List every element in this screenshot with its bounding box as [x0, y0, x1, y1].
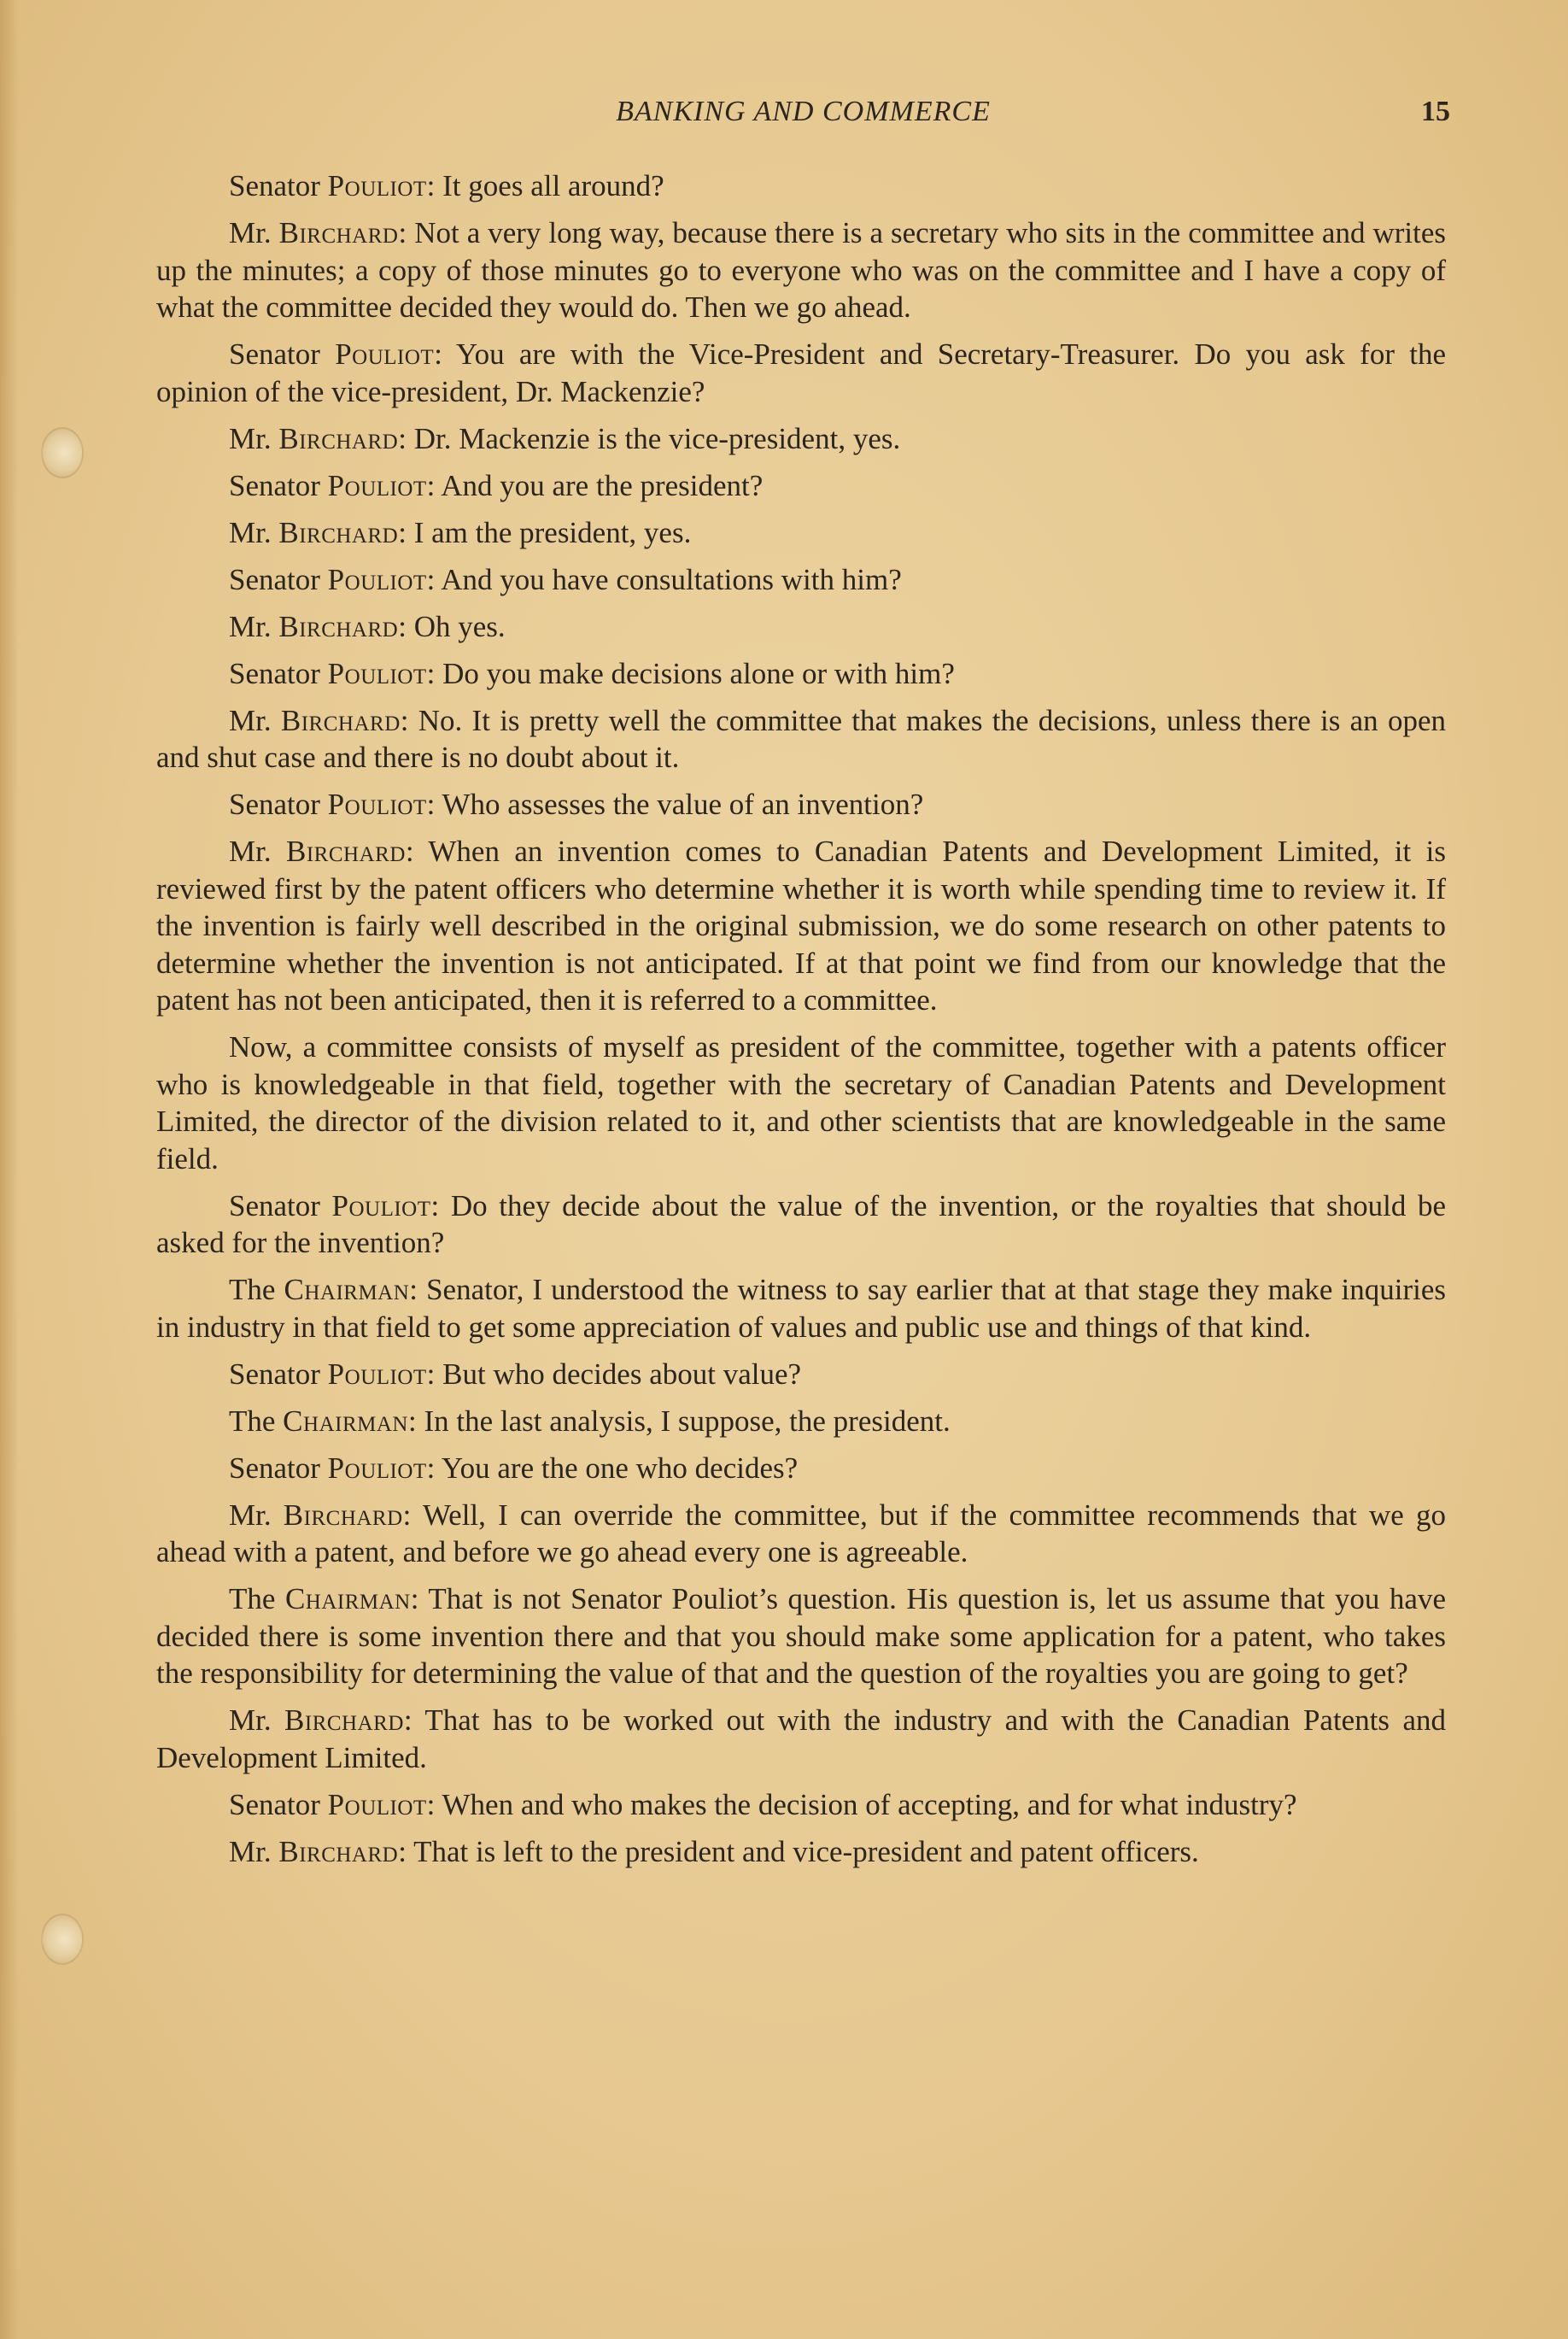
speaker-name: Pouliot: [327, 788, 427, 821]
speech-text: When and who makes the decision of accepting, and for what industry?: [442, 1787, 1297, 1821]
speaker-title: Senator: [229, 1357, 320, 1391]
speech-text: Who assesses the value of an invention?: [442, 788, 924, 821]
speech-text: That is not Senator Pouliot’s question. His question is, let us assume that you have decided there is some invention there and that you should make some application for a patent, who takes the responsibility for determining the value of that and the question of the royalties you are going to get?: [156, 1582, 1447, 1690]
speech-text: And you have consultations with him?: [441, 562, 902, 596]
speaker-title: Senator: [229, 1451, 320, 1485]
transcript-paragraph: Senator Pouliot: Do you make decisions alone or with him?: [229, 656, 955, 690]
speaker-name: Pouliot: [327, 468, 427, 502]
speaker-title: Mr.: [229, 515, 272, 549]
transcript-paragraph: Senator Pouliot: When and who makes the decision of accepting, and for what industry?: [229, 1787, 1297, 1821]
speaker-name: Birchard: [278, 609, 399, 643]
speaker-title: Mr.: [229, 1834, 272, 1868]
transcript-paragraph: Mr. Birchard: That has to be worked out with the industry and with the Canadian Patents and Development Limited.: [156, 1703, 1447, 1774]
speaker-title: The: [229, 1404, 276, 1438]
punch-hole-lower: [41, 1914, 84, 1965]
transcript-paragraph: Senator Pouliot: But who decides about value?: [229, 1357, 802, 1391]
transcript-body: [156, 167, 1446, 1880]
speech-text: Not a very long way, because there is a secretary who sits in the committee and writes up the minutes; a copy of those minutes go to everyone who was on the committee and I have a copy of what the committee decided they would do. Then we go ahead.: [156, 216, 1446, 324]
speech-text: Do they decide about the value of the invention, or the royalties that should be asked for the invention?: [156, 1188, 1446, 1259]
speaker-name: Birchard: [284, 1703, 404, 1737]
speaker-title: Senator: [229, 656, 320, 690]
speaker-title: Mr.: [229, 1703, 272, 1737]
punch-hole-upper: [41, 427, 84, 478]
page-number: 15: [1421, 96, 1450, 127]
transcript-paragraph: Senator Pouliot: And you are the president?: [229, 468, 764, 502]
speech-text: And you are the president?: [441, 468, 764, 502]
transcript-paragraph: [156, 1029, 1446, 1177]
speaker-name: Birchard: [286, 835, 406, 868]
speech-text: That is left to the president and vice-president and patent officers.: [413, 1834, 1199, 1868]
transcript-paragraph: Mr. Birchard: Oh yes.: [229, 609, 506, 643]
speech-text: Well, I can override the committee, but if the committee recommends that we go ahead with a patent, and before we go ahead every one is agreeable.: [156, 1498, 1447, 1568]
page-edge-shading: [0, 0, 19, 2339]
transcript-paragraph: Senator Pouliot: You are with the Vice-President and Secretary-Treasurer. Do you ask for the opinion of the vice-president, Dr. Mackenzie?: [156, 337, 1447, 408]
speaker-name: Pouliot: [327, 1357, 427, 1391]
speaker-name: Pouliot: [335, 337, 435, 371]
page-header: [156, 92, 1450, 135]
transcript-paragraph: Senator Pouliot: You are the one who decides?: [229, 1451, 799, 1485]
speech-text: You are the one who decides?: [441, 1451, 799, 1485]
speech-text: That has to be worked out with the industry and with the Canadian Patents and Development Limited.: [156, 1703, 1447, 1774]
speaker-title: Senator: [229, 337, 320, 371]
speaker-title: The: [229, 1273, 276, 1306]
transcript-paragraph: Mr. Birchard: I am the president, yes.: [229, 515, 692, 549]
speech-text: But who decides about value?: [442, 1357, 802, 1391]
transcript-paragraph: Senator Pouliot: It goes all around?: [229, 169, 664, 202]
speech-text: It goes all around?: [442, 169, 664, 202]
speaker-name: Birchard: [280, 703, 401, 737]
running-title: BANKING AND COMMERCE: [616, 96, 991, 127]
speaker-name: Pouliot: [331, 1188, 431, 1222]
transcript-paragraph: The Chairman: In the last analysis, I suppose, the president.: [229, 1404, 951, 1438]
transcript-paragraph: Mr. Birchard: No. It is pretty well the committee that makes the decisions, unless there is an open and shut case and there is no doubt about it.: [156, 703, 1446, 774]
transcript-paragraph: Mr. Birchard: That is left to the president and vice-president and patent officers.: [229, 1834, 1199, 1868]
transcript-paragraph: Mr. Birchard: When an invention comes to Canadian Patents and Development Limited, it is reviewed first by the patent officers who determine whether it is worth while spending time to review it. If the invention is fairly well described in the original submission, we do some research on other patents to determine whether the invention is not anticipated. If at that point we find from our knowledge that the patent has not been anticipated, then it is referred to a committee.: [156, 835, 1446, 1017]
speaker-name: Birchard: [278, 216, 399, 249]
speaker-name: Pouliot: [327, 656, 427, 690]
transcript-paragraph: Mr. Birchard: Dr. Mackenzie is the vice-president, yes.: [229, 421, 901, 455]
speaker-title: The: [229, 1582, 276, 1615]
speech-text: Do you make decisions alone or with him?: [442, 656, 955, 690]
transcript-paragraph: Senator Pouliot: Do they decide about the value of the invention, or the royalties that should be asked for the invention?: [156, 1188, 1446, 1259]
speaker-name: Birchard: [278, 421, 399, 455]
speaker-title: Mr.: [229, 1498, 272, 1532]
speaker-name: Chairman: [283, 1404, 408, 1438]
speech-text: In the last analysis, I suppose, the president.: [424, 1404, 951, 1438]
speaker-title: Mr.: [229, 421, 272, 455]
speaker-name: Pouliot: [327, 169, 427, 202]
speaker-title: Mr.: [229, 216, 272, 249]
transcript-paragraph: The Chairman: Senator, I understood the witness to say earlier that at that stage they make inquiries in industry in that field to get some appreciation of values and public use and things of that kind.: [156, 1273, 1446, 1344]
speaker-title: Senator: [229, 468, 320, 502]
speaker-name: Birchard: [278, 515, 399, 549]
speech-text: Senator, I understood the witness to say earlier that at that stage they make inquiries in industry in that field to get some appreciation of values and public use and things of that kind.: [156, 1273, 1446, 1344]
speaker-title: Senator: [229, 1188, 320, 1222]
speech-text: Oh yes.: [413, 609, 506, 643]
transcript-paragraph: The Chairman: That is not Senator Pouliot’s question. His question is, let us assume that you have decided there is some invention there and that you should make some application for a patent, who takes the responsibility for determining the value of that and the question of the royalties you are going to get?: [156, 1582, 1447, 1690]
speaker-title: Senator: [229, 562, 320, 596]
transcript-paragraph: Senator Pouliot: And you have consultations with him?: [229, 562, 902, 596]
speaker-title: Mr.: [229, 835, 272, 868]
speaker-title: Senator: [229, 788, 320, 821]
transcript-paragraph: Senator Pouliot: Who assesses the value of an invention?: [229, 788, 924, 821]
speech-text: When an invention comes to Canadian Patents and Development Limited, it is reviewed first by the patent officers who determine whether it is worth while spending time to review it. If the invention is fairly well described in the original submission, we do some research on other patents to determine whether the invention is not anticipated. If at that point we find from our knowledge that the patent has not been anticipated, then it is referred to a committee.: [156, 835, 1446, 1017]
speech-text: Now, a committee consists of myself as president of the committee, together with a patents officer who is knowledgeable in that field, together with the secretary of Canadian Patents and Development Limited, the director of the division related to it, and other scientists that are knowledgeable in the same field.: [156, 1030, 1446, 1175]
transcript-paragraph: Mr. Birchard: Not a very long way, because there is a secretary who sits in the committee and writes up the minutes; a copy of those minutes go to everyone who was on the committee and I have a copy of what the committee decided they would do. Then we go ahead.: [156, 216, 1446, 324]
speaker-title: Senator: [229, 1787, 320, 1821]
speaker-name: Birchard: [283, 1498, 403, 1532]
speaker-name: Pouliot: [327, 1787, 427, 1821]
speech-text: No. It is pretty well the committee that makes the decisions, unless there is an open and shut case and there is no doubt about it.: [156, 703, 1446, 774]
speaker-name: Pouliot: [327, 562, 427, 596]
speaker-name: Chairman: [284, 1273, 410, 1306]
speaker-title: Mr.: [229, 703, 272, 737]
speech-text: Dr. Mackenzie is the vice-president, yes.: [413, 421, 901, 455]
speaker-title: Senator: [229, 169, 320, 202]
speaker-name: Birchard: [278, 1834, 399, 1868]
speaker-name: Chairman: [284, 1582, 411, 1615]
speech-text: You are with the Vice-President and Secretary-Treasurer. Do you ask for the opinion of the vice-president, Dr. Mackenzie?: [156, 337, 1447, 408]
transcript-paragraph: Mr. Birchard: Well, I can override the committee, but if the committee recommends that we go ahead with a patent, and before we go ahead every one is agreeable.: [156, 1498, 1447, 1568]
speaker-name: Pouliot: [327, 1451, 427, 1485]
speech-text: I am the president, yes.: [413, 515, 692, 549]
speaker-title: Mr.: [229, 609, 272, 643]
